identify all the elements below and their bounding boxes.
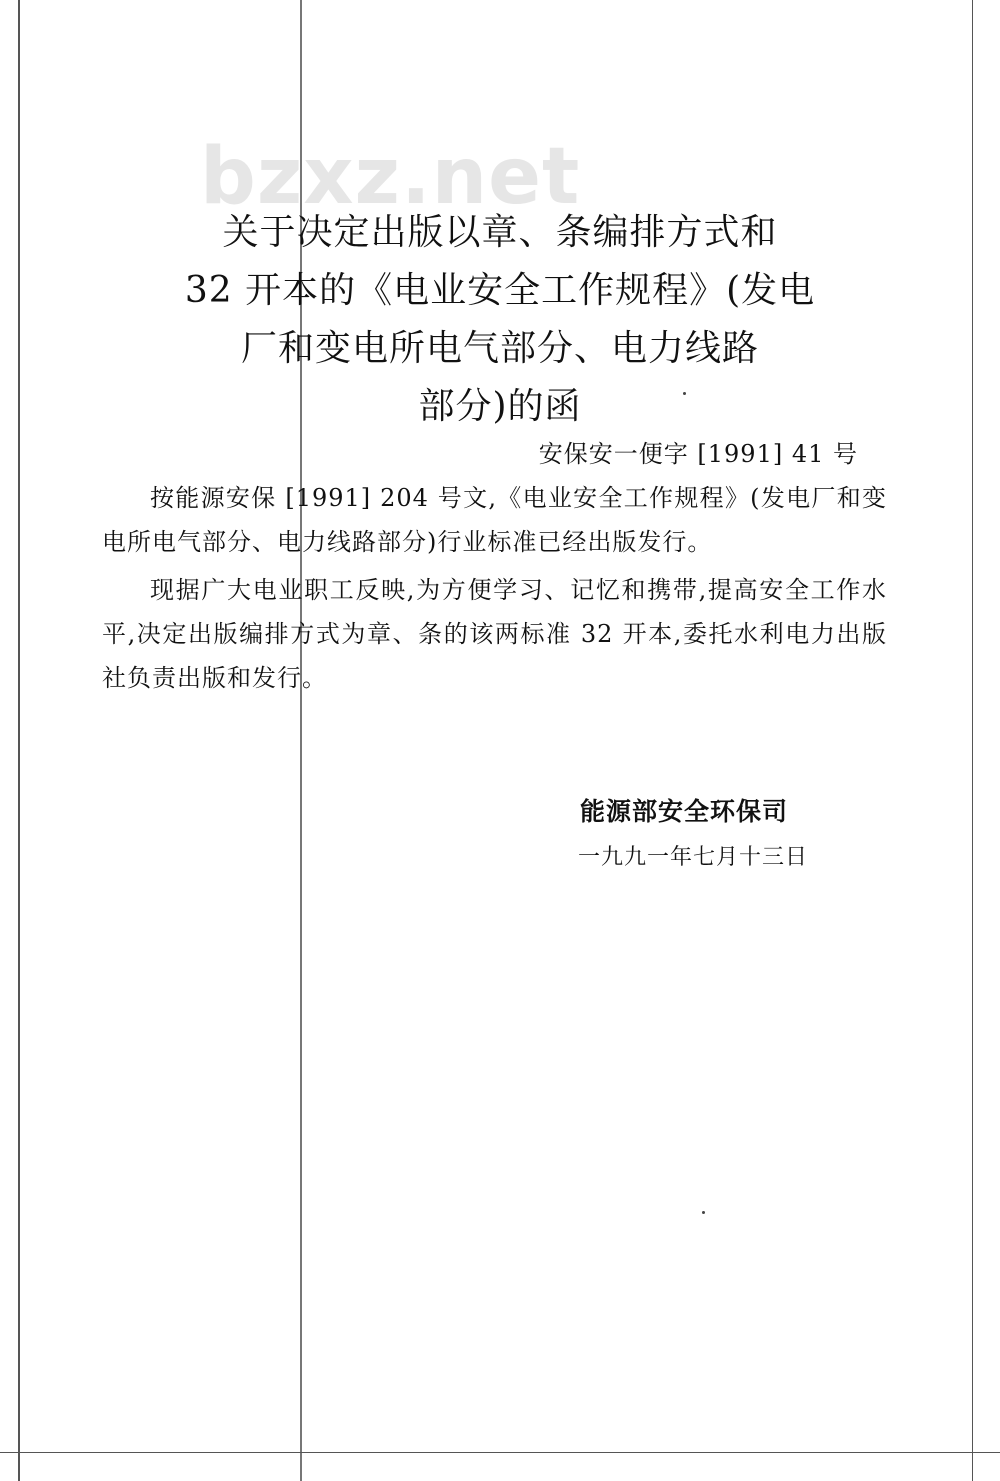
watermark: bzxz.net	[200, 132, 581, 222]
title-line-1: 关于决定出版以章、条编排方式和	[222, 212, 778, 253]
issuing-authority: 能源部安全环保司	[580, 797, 789, 826]
scan-border-left	[18, 0, 20, 1481]
issue-date: 一九九一年七月十三日	[578, 845, 809, 870]
title-line-2: 32 开本的《电业安全工作规程》(发电	[184, 270, 816, 311]
body-paragraph-2: 现据广大电业职工反映,为方便学习、记忆和携带,提高安全工作水平,决定出版编排方式为章、条的该两标准 32 开本,委托水利电力出版社负责出版和发行。	[102, 576, 887, 692]
body-paragraph-1: 按能源安保 [1991] 204 号文,《电业安全工作规程》(发电厂和变电所电气部分、电力线路部分)行业标准已经出版发行。	[102, 484, 887, 556]
document-body	[102, 476, 887, 704]
scan-border-right	[972, 0, 973, 1481]
title-line-3: 厂和变电所电气部分、电力线路	[240, 328, 759, 369]
scan-speck	[702, 1211, 705, 1214]
document-title	[140, 204, 860, 436]
document-number: 安保安一便字 [1991] 41 号	[538, 440, 858, 468]
scan-speck	[683, 392, 686, 395]
scan-border-bottom	[0, 1452, 1000, 1453]
title-line-4: 部分)的函	[418, 386, 582, 427]
